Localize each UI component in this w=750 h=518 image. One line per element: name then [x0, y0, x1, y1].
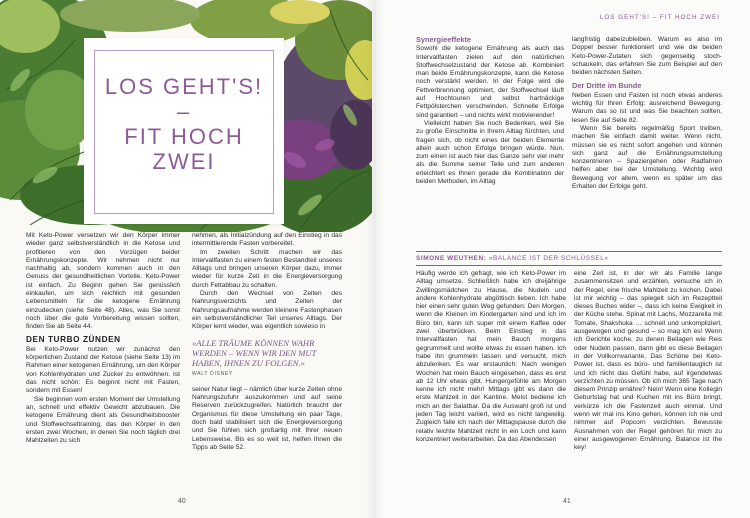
col2-paragraph-2: Im zweiten Schritt machen wir das Intervallfasten zu einem festen Bestandteil unseres Alltags und bringen unseren Körper dazu, immer wieder für kurze Zeit in die Energieversorgung durch Fettabbau zu schalten.	[192, 248, 342, 289]
pull-quote: »ALLE TRÄUME KÖNNEN WAHR WERDEN – WENN WIR DEN MUT HABEN, IHNEN ZU FOLGEN.«	[192, 337, 317, 368]
interview-column-1	[416, 270, 566, 444]
col2-paragraph-3: Durch den Wechsel von Zeiten des Nahrungsverzichts und Zeiten der Nahrungsaufnahme werden kleinere Fastenphasen ein selbstverständlicher Teil unseres Alltags. Der Körper lernt wieder, was eigentlich sowieso in	[192, 290, 342, 331]
turbo-heading: DEN TURBO ZÜNDEN	[26, 334, 121, 344]
interview-title: »BALANCE IST DER SCHLÜSSEL«	[488, 255, 609, 262]
synergy-paragraph-1: Sowohl die ketogene Ernährung als auch das Intervallfasten zielen auf den natürlichen Stoffwechselzustand der Ketose ab. Kombiniert man beide Ernährungskonzepte, kann die Ketose noch verstärkt werden. In der Folge wird die Fettverbrennung optimiert, der Stoffwechsel läuft auf Hochtouren und selbst hartnäckige Fettpölsterchen verschwinden. Schnelle Erfolge sind garantiert – und nichts wirkt motivierender!	[416, 45, 564, 119]
running-head: LOS GEHT'S! – FIT HOCH ZWEI	[599, 14, 720, 21]
page-number-left: 40	[178, 498, 186, 505]
quote-source: WALT DISNEY	[192, 370, 233, 377]
right-column-2	[572, 36, 722, 191]
third-paragraph-2: Wenn Sie bereits regelmäßig Sport treiben, machen Sie einfach damit weiter. Wenn nicht, müssen sie es nicht sofort angehen und können sich ganz auf die Ernährungsumstellung konzentrieren – Spaziergehen oder Radfahren helfen aber bei der Umstellung. Wichtig wird Bewegung vor allem, wenn es später um das Erhalten der Erfolge geht.	[572, 124, 722, 191]
interview-heading	[416, 255, 609, 262]
turbo-paragraph-1: Bei Keto-Power nutzen wir zunächst den körperlichen Zustand der Ketose (siehe Seite 13) im Rahmen einer ketogenen Ernährung, um den Körper von Kohlenhydraten und Zucker zu entwöhnen. Ist das nicht schön: Es beginnt nicht mit Fasten, sondern mit Essen!	[26, 345, 180, 395]
interview-name: SIMONE WEUTHEN:	[416, 255, 487, 262]
left-column-2	[192, 232, 342, 452]
third-paragraph-1: Neben Essen und Fasten ist noch etwas anderes wichtig für Ihren Erfolg: ausreichend Bewegung. Warum das so ist und was Sie beachten sollten, lesen Sie auf Seite 82.	[572, 91, 722, 124]
synergy-heading: Synergieeffekte	[416, 35, 472, 44]
third-heading: Der Dritte im Bunde	[572, 81, 642, 91]
interview-text-2: eine Zeit ist, in der wir als Familie lange zusammensitzen und erzählen, versuche ich in der Regel, eine frische Mahlzeit zu kochen. Dabei ist mir wichtig – das spiegelt sich im Rezeptteil dieses Buches wider –, dass ich keine Ewigkeit in der Küche stehe. Spinat mit Lachs, Mozzarella mit Tomate, Shakshuka … schnell und unkompliziert, ausgewogen und gesund – so mag ich es! Wenn ich Gerichte koche, zu denen Beilagen wie Reis oder Nudeln passen, dann gibt es diese Beilagen in der Vollkornvariante. Das Schöne bei Keto-Power ist, dass es büro- und familientauglich ist und ich nicht das Gefühl habe, auf irgendetwas verzichten zu müssen. Ob ich mich 365 Tage nach diesem Prinzip ernähre? Nein! Wenn eine Kollegin Geburtstag hat und Kuchen mit ins Büro bringt, verkürze ich die Fastenzeit auch einmal. Und wenn wir mal ins Kino gehen, können ich nie und nimmer auf Popcorn verzichten. Bewusste Ausnahmen von der Regel gehören für mich zu einer ausgewogenen Ernährung. Balance ist the key!	[574, 270, 722, 452]
turbo-paragraph-2: Sie beginnen vom ersten Moment der Umstellung an, schnell und effektiv Gewicht abzubauen. Die ketogene Ernährung dient als Gesundheitsbooster und Stoffwechseltraining, das den Körper in den ersten zwei Wochen, in denen Sie noch täglich drei Mahlzeiten zu sich	[26, 395, 180, 445]
col2-paragraph-4: seiner Natur liegt – nämlich über kurze Zeiten ohne Nahrungszufuhr auszukommen und auf seine Reserven zurückzugreifen. Natürlich braucht der Organismus für diese Umstellung ein paar Tage, doch bald stabilisiert sich die Energieversorgung und Sie fühlen sich großartig mit Ihrer neuen Lebensweise. Bis es so weit ist, helfen Ihnen die Tipps ab Seite 52.	[192, 385, 342, 451]
interview-band	[416, 251, 722, 266]
col2-paragraph-1: nehmen, als Initialzündung auf den Einstieg in das intermittierende Fasten vorbereitet.	[192, 232, 342, 248]
interview-text-1: Häufig werde ich gefragt, wie ich Keto-Power im Alltag umsetze. Schließlich habe ich dreijährige Zwillingsmädchen zu Hause, die Nudeln und andere Kohlenhydrate abgöttisch lieben. Ich habe hier einen sehr guten Weg gefunden: Den Morgen, wenn die Kleinen im Kindergarten sind und ich im Büro bin, kann ich super mit einem Kaffee oder zwei überbrücken. Beim Einstieg in das Intervallfasten hat mein Bauch morgens gegrummelt und wollte etwas zu essen haben. Ich habe ihn grummeln lassen und versucht, mich abzulenken. Es war erstaunlich: Nach wenigen Wochen hat mein Bauch eingesehen, dass es erst ab 12 Uhr etwas gibt. Hungergefühle am Morgen kenne ich nicht mehr! Mittags gibt es dann die erste Mahlzeit in der Kantine. Meist bediene ich mich an der Salatbar. Da die Auswahl groß ist und jeden Tag leicht variiert, wird es nicht langweilig. Zugleich falle ich nach der Mittagspause durch die relativ leichte Mahlzeit nicht in ein Loch und kann konzentriert weiterarbeiten. Da das Abendessen	[416, 270, 566, 443]
right-col2-paragraph-1: langfristig dabeizubleiben. Warum es also im Doppel besser funktioniert und wie die beiden Keto-Power-Zutaten sich gegenseitig stoch-schaukeln, das erfahren Sie zum Beispiel auf den beiden nächsten Seiten.	[572, 36, 722, 77]
intro-paragraph: Mit Keto-Power versetzen wir den Körper immer wieder ganz selbstverständlich in die Ketose und profitieren von den Vorzügen beider Ernährungskonzepte. Wir nehmen nicht nur nachhaltig ab, sondern kommen auch in den Genuss der gesundheitlichen Vorteile. Keto-Power ist einfach. Zu Beginn gehen Sie genüsslich einkaufen, um sich reichlich mit gesunden Lebensmitteln für die ketogene Ernährung einzudecken (siehe Seite 48). Alles, was Sie sonst noch über die gute Vorbereitung wissen sollten, finden Sie ab Seite 44.	[26, 232, 180, 331]
book-gutter	[366, 0, 384, 518]
page-number-right: 41	[563, 498, 571, 505]
chapter-title-box	[84, 38, 284, 224]
chapter-title: LOS GEHT'S! – FIT HOCH ZWEI	[104, 74, 264, 174]
interview-column-2	[574, 270, 722, 453]
right-column-1	[416, 36, 564, 186]
left-column-1	[26, 232, 180, 445]
synergy-paragraph-2: Vielleicht haben Sie noch Bedenken, weil Sie zu große Einschnitte in Ihrem Alltag fürchten, und fragen sich, ob nicht eines der beiden Elemente allein auch schon Erfolge bringen würde. Nun, zum einen ist auch hier das Ganze sehr viel mehr als die Summe seiner Teile und zum anderen erleichtert es Ihnen gerade die Kombination der beiden Methoden, im Alltag	[416, 119, 564, 186]
